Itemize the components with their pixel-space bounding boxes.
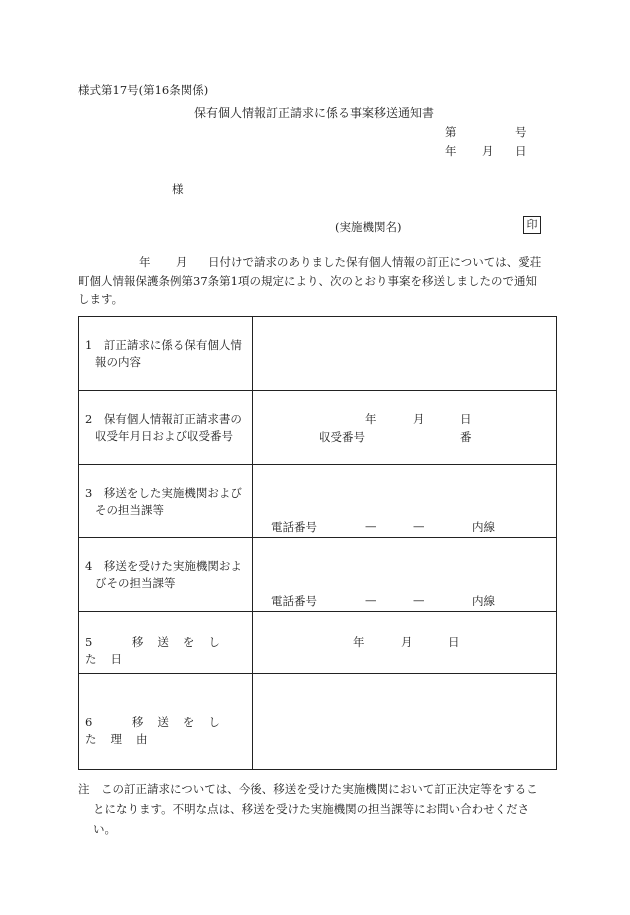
row3-label-line2: その担当課等 [95,503,164,517]
row4-label-line2: びその担当課等 [95,576,176,590]
form-number: 様式第17号(第16条関係) [78,83,209,97]
intro-line1: 日付けで請求のありました保有個人情報の訂正については、愛荘 [208,255,542,269]
row1-label-cell [79,317,253,391]
row6-label: 6 移送をした理由 [85,715,234,746]
row2-year: 年 [365,412,377,426]
row2-label-line2: 収受年月日および収受番号 [95,429,233,443]
row5-month: 月 [401,635,413,649]
row5-label-cell [79,612,253,674]
row5-day: 日 [448,635,460,649]
row4-label-line1: 4 移送を受けた実施機関およ [85,559,242,573]
row6-value-cell[interactable] [253,674,557,770]
notice-table [78,316,557,770]
row2-day: 日 [460,412,472,426]
row1-label-line1: 1 訂正請求に係る保有個人情 [85,338,242,352]
intro-year: 年 [139,255,151,269]
addressee-suffix: 様 [172,182,184,196]
row6-label-cell [79,674,253,770]
row4-value-cell[interactable] [253,538,557,612]
date-month: 月 [482,144,494,158]
seal-box: 印 [523,216,541,234]
row-receipt [79,391,557,465]
date-year: 年 [445,144,457,158]
row1-label-line2: 報の内容 [95,355,141,369]
row3-value-cell[interactable] [253,465,557,538]
row5-value-cell[interactable] [253,612,557,674]
row-transfer-date [79,612,557,674]
row3-label-line1: 3 移送をした実施機関および [85,486,242,500]
row4-dash-1: — [365,593,377,607]
row4-phone-label: 電話番号 [271,594,317,608]
row3-dash-2: — [413,519,425,533]
row-receiver [79,538,557,612]
intro-line3: します。 [78,292,124,306]
doc-no-prefix: 第 [445,125,457,139]
row2-value-cell[interactable] [253,391,557,465]
intro-line2: 町個人情報保護条例第37条第1項の規定により、次のとおり事案を移送しましたので通知 [78,274,537,288]
row-content [79,317,557,391]
row3-phone-label: 電話番号 [271,520,317,534]
row1-value-cell[interactable] [253,317,557,391]
row2-receipt-label: 収受番号 [319,430,365,444]
intro-month: 月 [176,255,188,269]
document-title: 保有個人情報訂正請求に係る事案移送通知書 [194,106,435,120]
row3-dash-1: — [365,519,377,533]
row4-ext: 内線 [472,594,495,608]
row3-label-cell [79,465,253,538]
row4-dash-2: — [413,593,425,607]
row-sender [79,465,557,538]
date-day: 日 [515,144,527,158]
row2-ban: 番 [460,430,472,444]
row5-label: 5 移送をした日 [85,635,234,666]
row2-label-line1: 2 保有個人情報訂正請求書の [85,412,242,426]
row5-year: 年 [353,635,365,649]
row2-label-cell [79,391,253,465]
row-reason [79,674,557,770]
row2-month: 月 [413,412,425,426]
row4-label-cell [79,538,253,612]
note-line1: 注 この訂正請求については、今後、移送を受けた実施機関において訂正決定等をするこ [78,782,538,796]
row3-ext: 内線 [472,520,495,534]
doc-no-suffix: 号 [515,125,527,139]
note-line2: とになります。不明な点は、移送を受けた実施機関の担当課等にお問い合わせくださ [93,802,530,816]
note-line3: い。 [93,822,116,836]
agency-label: (実施機関名) [335,220,402,234]
